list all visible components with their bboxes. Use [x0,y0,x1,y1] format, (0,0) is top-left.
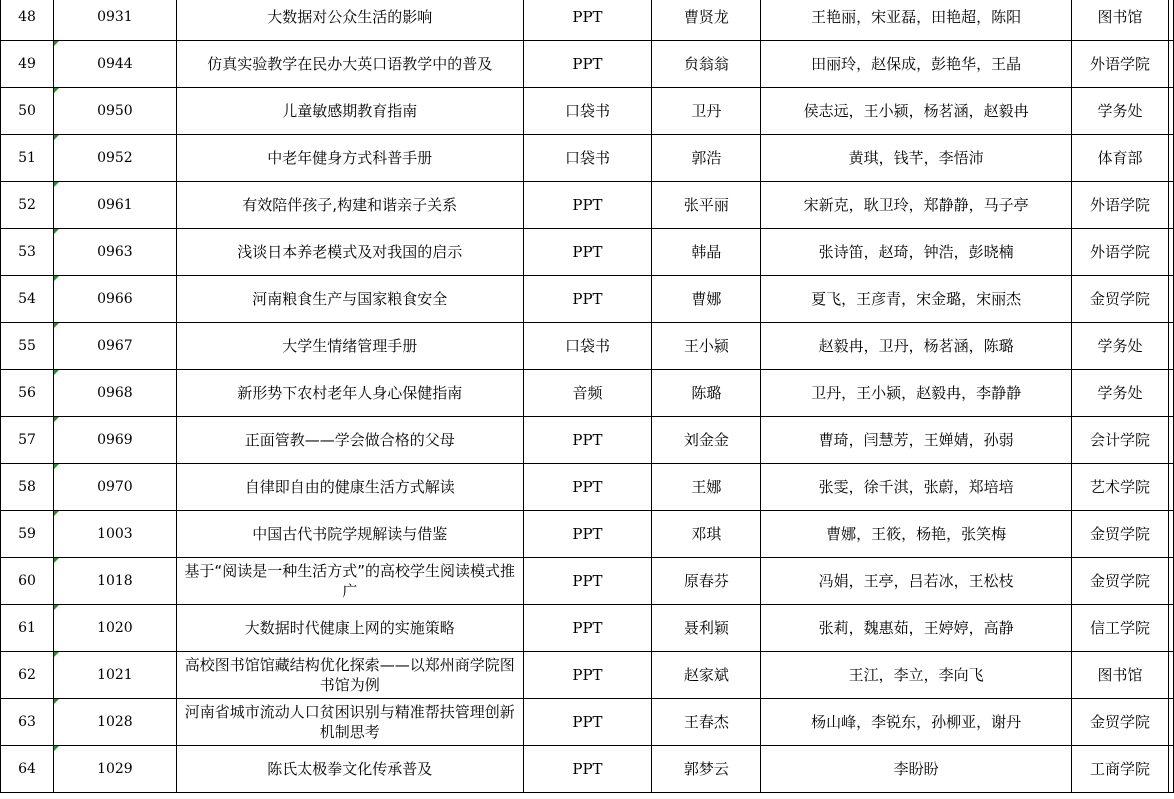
cell-edge [1168,699,1173,746]
table-row [1,88,1174,135]
cell-project-code: 0944 [53,41,176,88]
cell-edge [1168,323,1173,370]
cell-format: 口袋书 [523,88,652,135]
cell-department: 会计学院 [1072,417,1169,464]
cell-project-title: 河南省城市流动人口贫困识别与精准帮扶管理创新机制思考 [176,699,523,746]
cell-leader: 卫丹 [652,88,761,135]
cell-leader: 陈璐 [652,370,761,417]
cell-project-code: 0950 [53,88,176,135]
cell-members: 黄琪，钱芊，李悟沛 [761,135,1072,182]
table-row [1,652,1174,699]
cell-format: PPT [523,605,652,652]
cell-edge [1168,276,1173,323]
cell-leader: 郭浩 [652,135,761,182]
cell-department: 图书馆 [1072,652,1169,699]
cell-serial: 53 [1,229,54,276]
cell-leader: 王娜 [652,464,761,511]
cell-members: 张诗笛，赵琦，钟浩，彭晓楠 [761,229,1072,276]
cell-project-code: 0963 [53,229,176,276]
cell-members: 杨山峰，李锐东，孙柳亚，谢丹 [761,699,1072,746]
cell-leader: 郭梦云 [652,746,761,793]
cell-project-code: 1029 [53,746,176,793]
cell-serial: 59 [1,511,54,558]
cell-members: 张雯，徐千淇，张蔚，郑培培 [761,464,1072,511]
cell-project-title: 河南粮食生产与国家粮食安全 [176,276,523,323]
cell-project-code: 0968 [53,370,176,417]
table-row [1,0,1174,41]
cell-leader: 王春杰 [652,699,761,746]
cell-edge [1168,41,1173,88]
cell-format: PPT [523,511,652,558]
table-row [1,229,1174,276]
cell-edge [1168,511,1173,558]
cell-project-title: 基于“阅读是一种生活方式”的高校学生阅读模式推广 [176,558,523,605]
cell-department: 信工学院 [1072,605,1169,652]
table-row [1,182,1174,229]
cell-format: PPT [523,746,652,793]
cell-serial: 61 [1,605,54,652]
cell-project-title: 大学生情绪管理手册 [176,323,523,370]
table-row [1,276,1174,323]
cell-leader: 张平丽 [652,182,761,229]
cell-format: PPT [523,276,652,323]
cell-project-title: 高校图书馆馆藏结构优化探索——以郑州商学院图书馆为例 [176,652,523,699]
cell-department: 金贸学院 [1072,558,1169,605]
cell-format: 音频 [523,370,652,417]
table-row [1,41,1174,88]
cell-edge [1168,746,1173,793]
cell-project-code: 1020 [53,605,176,652]
cell-project-code: 1028 [53,699,176,746]
table-row [1,699,1174,746]
cell-edge [1168,417,1173,464]
cell-leader: 聂利颖 [652,605,761,652]
cell-department: 金贸学院 [1072,276,1169,323]
cell-project-code: 1018 [53,558,176,605]
cell-edge [1168,370,1173,417]
cell-edge [1168,229,1173,276]
table-row [1,746,1174,793]
cell-department: 工商学院 [1072,746,1169,793]
cell-project-title: 中老年健身方式科普手册 [176,135,523,182]
cell-leader: 赵家斌 [652,652,761,699]
cell-edge [1168,652,1173,699]
cell-serial: 60 [1,558,54,605]
cell-serial: 50 [1,88,54,135]
cell-format: PPT [523,41,652,88]
cell-serial: 58 [1,464,54,511]
cell-project-code: 0966 [53,276,176,323]
cell-members: 王江，李立，李向飞 [761,652,1072,699]
cell-members: 宋新克，耿卫玲，郑静静，马子亭 [761,182,1072,229]
cell-department: 外语学院 [1072,41,1169,88]
cell-department: 学务处 [1072,88,1169,135]
cell-project-code: 0931 [53,0,176,41]
cell-project-code: 0961 [53,182,176,229]
cell-format: PPT [523,558,652,605]
cell-edge [1168,0,1173,41]
cell-format: PPT [523,699,652,746]
cell-format: PPT [523,652,652,699]
cell-leader: 曹娜 [652,276,761,323]
cell-members: 夏飞，王彦青，宋金璐，宋丽杰 [761,276,1072,323]
cell-department: 外语学院 [1072,182,1169,229]
cell-serial: 62 [1,652,54,699]
table-row [1,370,1174,417]
cell-edge [1168,182,1173,229]
cell-members: 卫丹，王小颍，赵毅冉，李静静 [761,370,1072,417]
cell-project-title: 新形势下农村老年人身心保健指南 [176,370,523,417]
table-row [1,464,1174,511]
table-row [1,323,1174,370]
cell-serial: 55 [1,323,54,370]
table-row [1,511,1174,558]
cell-leader: 韩晶 [652,229,761,276]
cell-format: PPT [523,229,652,276]
cell-serial: 57 [1,417,54,464]
cell-serial: 64 [1,746,54,793]
cell-leader: 刘金金 [652,417,761,464]
cell-project-title: 儿童敏感期教育指南 [176,88,523,135]
cell-serial: 51 [1,135,54,182]
cell-members: 赵毅冉，卫丹，杨茗涵，陈璐 [761,323,1072,370]
cell-leader: 曹贤龙 [652,0,761,41]
cell-project-code: 0969 [53,417,176,464]
cell-serial: 48 [1,0,54,41]
cell-department: 外语学院 [1072,229,1169,276]
cell-project-title: 陈氏太极拳文化传承普及 [176,746,523,793]
cell-project-code: 0967 [53,323,176,370]
cell-leader: 王小颍 [652,323,761,370]
table-body [1,0,1174,793]
cell-project-title: 浅谈日本养老模式及对我国的启示 [176,229,523,276]
cell-members: 田丽玲，赵保成，彭艳华，王晶 [761,41,1072,88]
cell-format: 口袋书 [523,323,652,370]
cell-serial: 49 [1,41,54,88]
cell-leader: 贠翁翁 [652,41,761,88]
cell-project-title: 大数据对公众生活的影响 [176,0,523,41]
cell-project-title: 大数据时代健康上网的实施策略 [176,605,523,652]
cell-format: 口袋书 [523,135,652,182]
cell-department: 图书馆 [1072,0,1169,41]
cell-members: 张莉，魏惠茹，王婷婷，高静 [761,605,1072,652]
cell-project-title: 中国古代书院学规解读与借鉴 [176,511,523,558]
cell-project-title: 自律即自由的健康生活方式解读 [176,464,523,511]
cell-serial: 56 [1,370,54,417]
cell-project-code: 1021 [53,652,176,699]
table-row [1,417,1174,464]
table-row [1,605,1174,652]
cell-department: 金贸学院 [1072,511,1169,558]
cell-project-code: 0970 [53,464,176,511]
cell-members: 曹琦，闫慧芳，王婵婧，孙弱 [761,417,1072,464]
cell-leader: 邓琪 [652,511,761,558]
cell-department: 学务处 [1072,323,1169,370]
cell-serial: 52 [1,182,54,229]
cell-members: 王艳丽，宋亚磊，田艳超，陈阳 [761,0,1072,41]
cell-project-title: 正面管教——学会做合格的父母 [176,417,523,464]
cell-department: 艺术学院 [1072,464,1169,511]
cell-project-title: 有效陪伴孩子,构建和谐亲子关系 [176,182,523,229]
cell-project-code: 1003 [53,511,176,558]
cell-department: 学务处 [1072,370,1169,417]
cell-format: PPT [523,182,652,229]
cell-serial: 63 [1,699,54,746]
cell-members: 曹娜，王筱，杨艳，张笑梅 [761,511,1072,558]
cell-project-title: 仿真实验教学在民办大英口语教学中的普及 [176,41,523,88]
cell-members: 侯志远，王小颍，杨茗涵，赵毅冉 [761,88,1072,135]
cell-edge [1168,464,1173,511]
cell-members: 冯娟，王亭，吕若冰，王松枝 [761,558,1072,605]
cell-leader: 原春芬 [652,558,761,605]
cell-edge [1168,88,1173,135]
table-row [1,558,1174,605]
cell-project-code: 0952 [53,135,176,182]
cell-serial: 54 [1,276,54,323]
cell-members: 李盼盼 [761,746,1072,793]
cell-department: 金贸学院 [1072,699,1169,746]
table-row [1,135,1174,182]
cell-edge [1168,135,1173,182]
cell-edge [1168,558,1173,605]
cell-format: PPT [523,0,652,41]
cell-edge [1168,605,1173,652]
cell-department: 体育部 [1072,135,1169,182]
cell-format: PPT [523,417,652,464]
cell-format: PPT [523,464,652,511]
